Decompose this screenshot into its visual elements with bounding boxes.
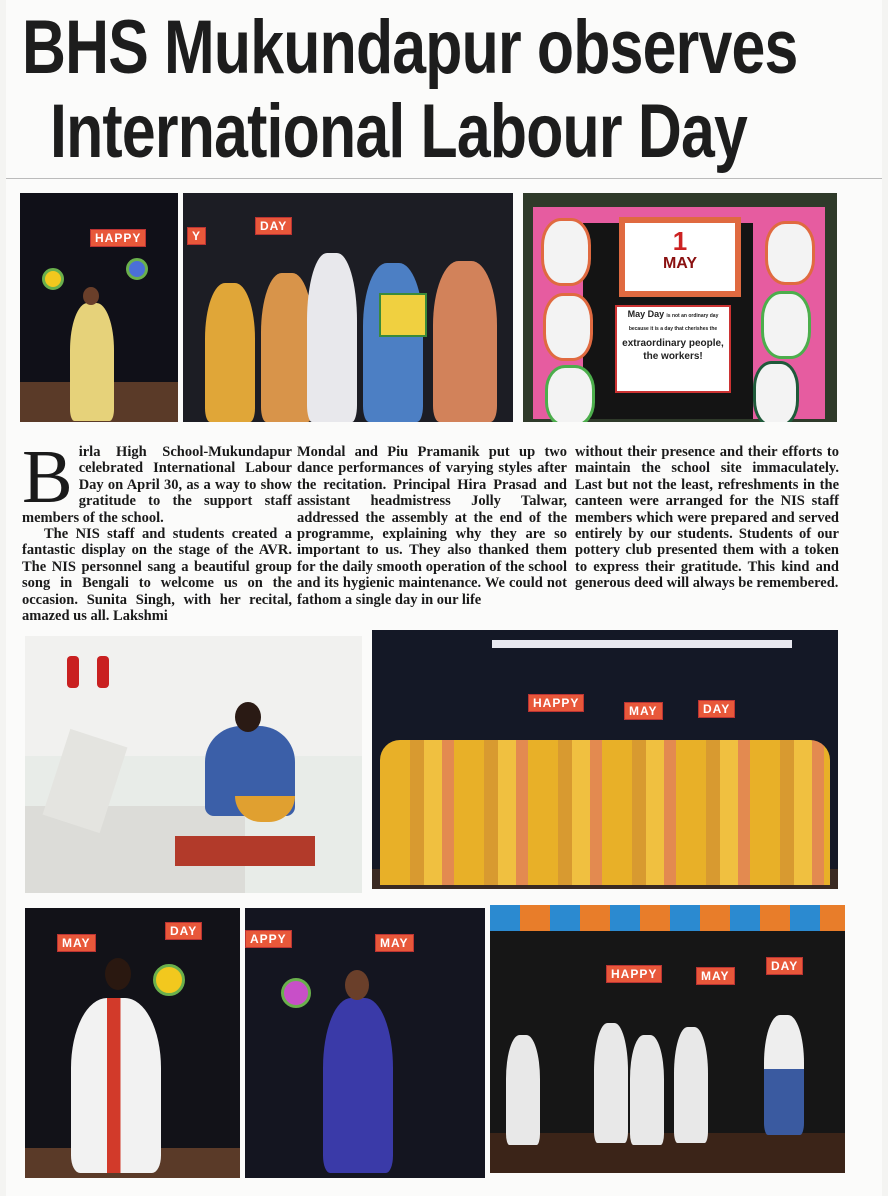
photo-banner: DAY — [698, 700, 735, 718]
token-frame — [379, 293, 427, 337]
article-paragraph: without their presence and their efforts to maintain the school site immaculately. Last but not the least, refreshments in the canteen were arranged for the NIS staff members which were prepared and served entirely by our students. Students of our pottery club presented them with a token to express their gratitude. This kind and generous deed will always be remembered. — [575, 444, 839, 592]
photo-banner: APPY — [245, 930, 292, 948]
article-paragraph: irla High School-Mukundapur celebrated International Labour Day on April 30, as a way to show gratitude to the support staff members of the school. — [22, 444, 292, 526]
fire-extinguisher — [97, 656, 109, 688]
table — [175, 836, 315, 866]
head — [345, 970, 369, 1000]
worker-cutout — [541, 218, 591, 286]
divider — [6, 178, 882, 179]
student-figure — [307, 253, 357, 422]
flower-decoration — [281, 978, 311, 1008]
speaker-figure — [70, 303, 114, 421]
worker-cutout — [765, 221, 815, 285]
stage-floor — [490, 1133, 845, 1173]
photo-banner: MAY — [624, 702, 663, 720]
head — [105, 958, 131, 990]
article-column-3 — [575, 444, 839, 592]
dancer-figure — [630, 1035, 664, 1145]
dancer-figure — [674, 1027, 708, 1143]
poster-lead: May Day — [627, 309, 665, 319]
dancer-figure — [71, 998, 161, 1173]
photo-canteen-refreshments — [25, 636, 362, 893]
worker-cutout — [761, 291, 811, 359]
article-column-2 — [297, 444, 567, 608]
photo-banner: HAPPY — [606, 965, 662, 983]
dancer-figure — [594, 1023, 628, 1143]
poster-message-card — [615, 305, 731, 393]
staff-figure — [261, 273, 313, 422]
headline-line-2: International Labour Day — [50, 89, 747, 174]
photo-dancer-1 — [25, 908, 240, 1178]
ceiling-light — [492, 640, 792, 648]
photo-may-day-poster — [523, 193, 837, 422]
photo-token-presentation — [183, 193, 513, 422]
flower-decoration — [126, 258, 148, 280]
photo-banner: HAPPY — [528, 694, 584, 712]
staff-figure — [363, 263, 423, 422]
worker-cutout — [543, 293, 593, 361]
photo-banner: DAY — [255, 217, 292, 235]
photo-banner: HAPPY — [90, 229, 146, 247]
poster-small-text: is not an ordinary day because it is a day that cherishes the — [628, 313, 719, 332]
flower-decoration — [42, 268, 64, 290]
photo-speaker-on-stage — [20, 193, 178, 422]
poster-title-card — [619, 217, 741, 297]
photo-banner: MAY — [696, 967, 735, 985]
photo-banner: DAY — [766, 957, 803, 975]
dancer-figure — [506, 1035, 540, 1145]
article-paragraph: Mondal and Piu Pramanik put up two dance performances of varying styles after the recitation. Principal Hira Prasad and assistant headmistress Jolly Talwar, addressed the assembly at the end of the programme, explaining why they are so important to us. They also thanked them for the daily smooth operation of the school and its hygienic maintenance. We could not fathom a single day in our life — [297, 444, 567, 608]
poster-number: 1 — [672, 226, 688, 256]
head — [235, 702, 261, 732]
staff-figure — [433, 261, 497, 422]
head — [83, 287, 99, 305]
poster-big-text: extraordinary people, the workers! — [622, 338, 724, 362]
article-column-1 — [22, 435, 292, 625]
worker-cutout — [545, 365, 595, 422]
staff-figure — [205, 283, 255, 422]
dancer-figure — [323, 998, 393, 1173]
worker-cutout — [753, 361, 799, 422]
photo-banner: MAY — [375, 934, 414, 952]
singers-row — [380, 740, 830, 885]
photo-banner: DAY — [165, 922, 202, 940]
article-paragraph: The NIS staff and students created a fantastic display on the stage of the AVR. The NIS personnel sang a beautiful group song in Bengali to welcome us on the occasion. Sunita Singh, with her recital, amazed us all. Lakshmi — [22, 526, 292, 625]
poster-title: MAY — [662, 255, 698, 272]
photo-banner: Y — [187, 227, 206, 245]
drop-cap: B — [22, 435, 73, 519]
flower-decoration — [153, 964, 185, 996]
photo-banner: MAY — [57, 934, 96, 952]
dancer-figure — [764, 1015, 804, 1135]
fire-extinguisher — [67, 656, 79, 688]
photo-dancer-2 — [245, 908, 485, 1178]
stage-curtain — [490, 905, 845, 931]
photo-group-dance — [490, 905, 845, 1173]
headline-line-1: BHS Mukundapur observes — [22, 5, 798, 90]
photo-group-song — [372, 630, 838, 889]
